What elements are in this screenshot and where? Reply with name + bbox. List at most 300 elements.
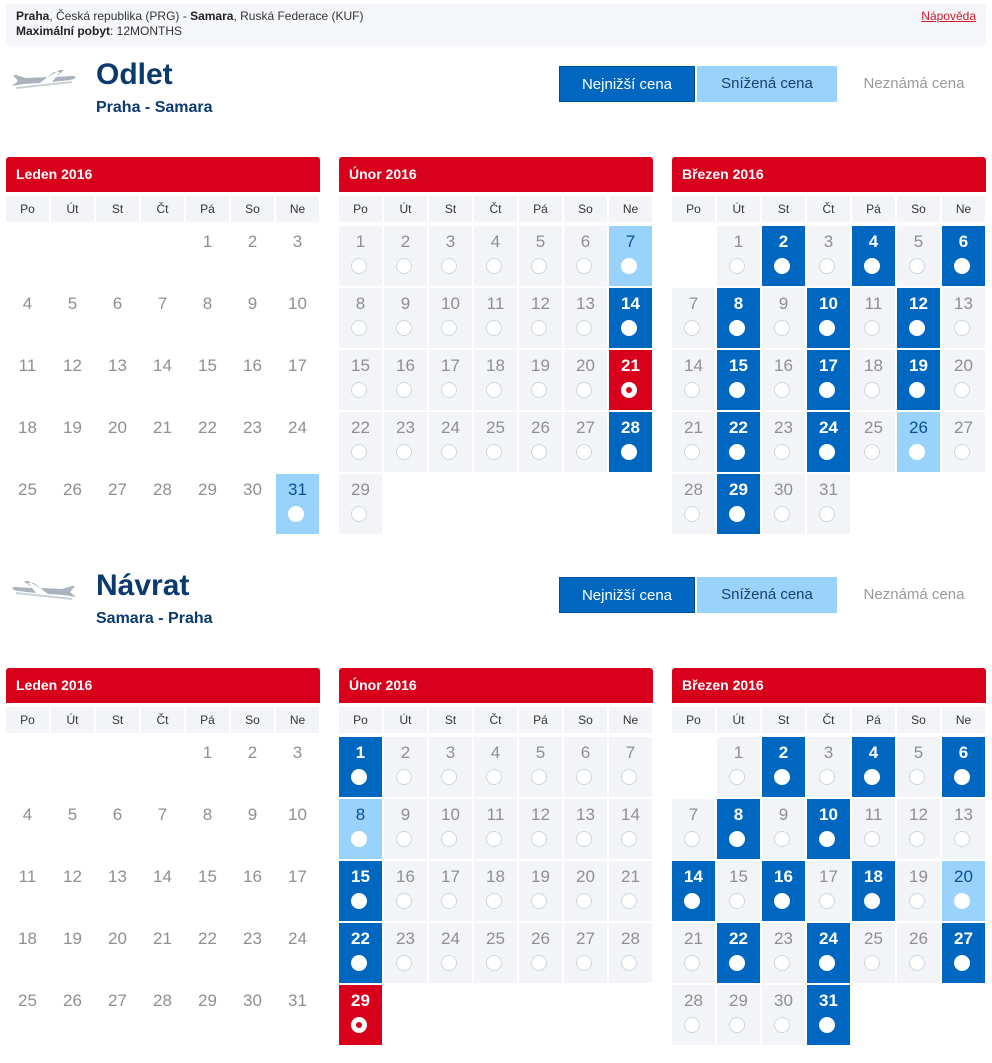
weekday-label: So <box>231 196 274 222</box>
day-cell-unknown-price[interactable] <box>672 799 715 859</box>
radio-icon[interactable] <box>909 769 925 785</box>
day-cell-unknown-price[interactable] <box>519 412 562 472</box>
day-number: 10 <box>819 805 838 824</box>
radio-icon[interactable] <box>864 955 880 971</box>
radio-icon[interactable] <box>621 955 637 971</box>
day-cell-unknown-price[interactable] <box>339 350 382 410</box>
radio-icon[interactable] <box>684 955 700 971</box>
day-cell-unknown-price[interactable] <box>807 861 850 921</box>
radio-icon[interactable] <box>621 444 637 460</box>
radio-icon[interactable] <box>486 444 502 460</box>
weekday-header-row <box>339 196 653 222</box>
radio-icon[interactable] <box>819 831 835 847</box>
day-cell-unknown-price[interactable] <box>384 226 427 286</box>
radio-icon[interactable] <box>774 831 790 847</box>
day-number: 17 <box>288 867 307 886</box>
radio-icon[interactable] <box>396 258 412 274</box>
day-cell-plain <box>231 350 274 410</box>
radio-icon[interactable] <box>774 320 790 336</box>
radio-icon[interactable] <box>486 769 502 785</box>
radio-icon[interactable] <box>621 769 637 785</box>
day-cell-unknown-price[interactable] <box>762 288 805 348</box>
radio-icon[interactable] <box>909 382 925 398</box>
day-number: 8 <box>355 805 366 824</box>
radio-selected-icon[interactable] <box>351 1017 367 1033</box>
day-cell-reduced-price[interactable] <box>897 412 940 472</box>
day-number: 16 <box>774 867 793 886</box>
day-cell-unknown-price[interactable] <box>384 923 427 983</box>
legend-lowest-price: Nejnižší cena <box>559 66 695 102</box>
radio-icon[interactable] <box>819 258 835 274</box>
day-number: 27 <box>954 418 973 437</box>
radio-icon[interactable] <box>954 258 970 274</box>
day-cell-unknown-price[interactable] <box>852 799 895 859</box>
radio-icon[interactable] <box>774 769 790 785</box>
weekday-label: Čt <box>141 196 184 222</box>
route-line <box>16 9 976 24</box>
radio-icon[interactable] <box>909 831 925 847</box>
day-cell-unknown-price[interactable] <box>429 226 472 286</box>
day-number: 12 <box>63 867 82 886</box>
day-cell-unknown-price[interactable] <box>807 474 850 534</box>
day-cell-unknown-price[interactable] <box>672 923 715 983</box>
radio-icon[interactable] <box>531 320 547 336</box>
day-cell-unknown-price[interactable] <box>942 412 985 472</box>
day-cell-lowest-price[interactable] <box>807 923 850 983</box>
radio-icon[interactable] <box>729 955 745 971</box>
day-cell-lowest-price[interactable] <box>762 861 805 921</box>
day-cell-unknown-price[interactable] <box>474 737 517 797</box>
radio-icon[interactable] <box>774 955 790 971</box>
radio-icon[interactable] <box>621 320 637 336</box>
radio-icon[interactable] <box>819 1017 835 1033</box>
day-cell-lowest-price[interactable] <box>717 412 760 472</box>
day-number: 28 <box>153 991 172 1010</box>
radio-icon[interactable] <box>954 769 970 785</box>
day-number: 18 <box>864 356 883 375</box>
day-cell-reduced-price[interactable] <box>942 861 985 921</box>
day-number: 9 <box>778 805 789 824</box>
radio-icon[interactable] <box>576 444 592 460</box>
day-number: 14 <box>153 356 172 375</box>
radio-icon[interactable] <box>576 258 592 274</box>
day-cell-reduced-price[interactable] <box>276 474 319 534</box>
day-cell-unknown-price[interactable] <box>519 923 562 983</box>
day-cell-unknown-price[interactable] <box>609 737 652 797</box>
day-cell-selected[interactable] <box>609 350 652 410</box>
day-cell-unknown-price[interactable] <box>762 474 805 534</box>
radio-icon[interactable] <box>954 955 970 971</box>
radio-icon[interactable] <box>576 831 592 847</box>
day-cell-unknown-price[interactable] <box>384 799 427 859</box>
day-cell-lowest-price[interactable] <box>609 288 652 348</box>
day-number: 19 <box>909 356 928 375</box>
day-number: 27 <box>954 929 973 948</box>
radio-icon[interactable] <box>684 1017 700 1033</box>
day-cell-plain <box>276 350 319 410</box>
day-cell-lowest-price[interactable] <box>762 737 805 797</box>
radio-icon[interactable] <box>531 382 547 398</box>
day-cell-lowest-price[interactable] <box>717 474 760 534</box>
day-cell-lowest-price[interactable] <box>807 985 850 1045</box>
radio-selected-icon[interactable] <box>621 382 637 398</box>
day-cell-lowest-price[interactable] <box>852 861 895 921</box>
day-cell-unknown-price[interactable] <box>519 350 562 410</box>
day-number: 14 <box>153 867 172 886</box>
day-cell-plain <box>186 474 229 534</box>
radio-icon[interactable] <box>729 893 745 909</box>
day-cell-lowest-price[interactable] <box>672 861 715 921</box>
radio-icon[interactable] <box>486 382 502 398</box>
day-cell-lowest-price[interactable] <box>897 350 940 410</box>
radio-icon[interactable] <box>621 258 637 274</box>
day-cell-plain <box>276 226 319 286</box>
weekday-label: Pá <box>852 707 895 733</box>
day-number: 13 <box>954 294 973 313</box>
day-cell-lowest-price[interactable] <box>762 226 805 286</box>
radio-icon[interactable] <box>684 444 700 460</box>
day-cell-unknown-price[interactable] <box>852 412 895 472</box>
radio-icon[interactable] <box>864 382 880 398</box>
day-cell-unknown-price[interactable] <box>519 737 562 797</box>
day-number: 1 <box>202 232 213 251</box>
weekday-label: Čt <box>141 707 184 733</box>
radio-icon[interactable] <box>351 320 367 336</box>
radio-icon[interactable] <box>729 506 745 522</box>
radio-icon[interactable] <box>864 444 880 460</box>
day-number: 12 <box>909 294 928 313</box>
radio-icon[interactable] <box>441 258 457 274</box>
day-cell-unknown-price[interactable] <box>564 288 607 348</box>
day-number: 9 <box>400 294 411 313</box>
day-cell-unknown-price[interactable] <box>429 861 472 921</box>
day-cell-lowest-price[interactable] <box>897 288 940 348</box>
day-cell-unknown-price[interactable] <box>474 412 517 472</box>
radio-icon[interactable] <box>684 506 700 522</box>
day-cell-unknown-price[interactable] <box>474 923 517 983</box>
radio-icon[interactable] <box>909 444 925 460</box>
radio-icon[interactable] <box>954 382 970 398</box>
day-cell-unknown-price[interactable] <box>762 923 805 983</box>
radio-icon[interactable] <box>774 893 790 909</box>
day-number: 17 <box>441 356 460 375</box>
radio-icon[interactable] <box>621 893 637 909</box>
radio-icon[interactable] <box>909 893 925 909</box>
radio-icon[interactable] <box>531 831 547 847</box>
radio-icon[interactable] <box>819 506 835 522</box>
radio-icon[interactable] <box>351 382 367 398</box>
day-cell-unknown-price[interactable] <box>429 350 472 410</box>
day-cell-unknown-price[interactable] <box>672 350 715 410</box>
day-cell-unknown-price[interactable] <box>807 737 850 797</box>
day-cell-unknown-price[interactable] <box>807 226 850 286</box>
day-cell-unknown-price[interactable] <box>429 923 472 983</box>
radio-icon[interactable] <box>774 1017 790 1033</box>
day-cell-unknown-price[interactable] <box>609 923 652 983</box>
day-cell-lowest-price[interactable] <box>942 737 985 797</box>
day-grid <box>6 226 320 534</box>
day-cell-unknown-price[interactable] <box>474 288 517 348</box>
radio-icon[interactable] <box>441 320 457 336</box>
radio-icon[interactable] <box>864 769 880 785</box>
day-cell-lowest-price[interactable] <box>339 737 382 797</box>
radio-icon[interactable] <box>396 320 412 336</box>
weekday-label: Pá <box>519 196 562 222</box>
day-cell-lowest-price[interactable] <box>339 861 382 921</box>
radio-icon[interactable] <box>729 258 745 274</box>
radio-icon[interactable] <box>351 444 367 460</box>
day-number: 1 <box>355 743 366 762</box>
radio-icon[interactable] <box>684 382 700 398</box>
radio-icon[interactable] <box>576 769 592 785</box>
day-cell-unknown-price[interactable] <box>852 288 895 348</box>
radio-icon[interactable] <box>396 382 412 398</box>
day-cell-unknown-price[interactable] <box>564 412 607 472</box>
radio-icon[interactable] <box>684 831 700 847</box>
day-cell-unknown-price[interactable] <box>564 861 607 921</box>
radio-icon[interactable] <box>819 893 835 909</box>
day-cell-unknown-price[interactable] <box>339 226 382 286</box>
day-cell-unknown-price[interactable] <box>897 226 940 286</box>
day-cell-lowest-price[interactable] <box>717 288 760 348</box>
day-cell-unknown-price[interactable] <box>609 799 652 859</box>
day-number: 30 <box>774 991 793 1010</box>
day-cell-unknown-price[interactable] <box>942 350 985 410</box>
radio-icon[interactable] <box>729 831 745 847</box>
day-cell-plain <box>6 861 49 921</box>
radio-icon[interactable] <box>441 444 457 460</box>
radio-icon[interactable] <box>351 831 367 847</box>
day-cell-unknown-price[interactable] <box>762 350 805 410</box>
radio-icon[interactable] <box>819 955 835 971</box>
day-cell-lowest-price[interactable] <box>807 799 850 859</box>
radio-icon[interactable] <box>351 506 367 522</box>
day-cell-unknown-price[interactable] <box>429 412 472 472</box>
day-cell-unknown-price[interactable] <box>672 474 715 534</box>
radio-icon[interactable] <box>396 955 412 971</box>
day-cell-unknown-price[interactable] <box>717 226 760 286</box>
radio-icon[interactable] <box>351 955 367 971</box>
radio-icon[interactable] <box>729 1017 745 1033</box>
radio-icon[interactable] <box>774 258 790 274</box>
day-cell-unknown-price[interactable] <box>564 923 607 983</box>
day-number: 11 <box>864 805 883 824</box>
radio-icon[interactable] <box>396 444 412 460</box>
day-cell-unknown-price[interactable] <box>429 288 472 348</box>
radio-icon[interactable] <box>684 320 700 336</box>
day-cell-lowest-price[interactable] <box>717 923 760 983</box>
return-route: Samara - Praha <box>96 610 213 627</box>
radio-icon[interactable] <box>531 444 547 460</box>
day-cell-unknown-price[interactable] <box>384 288 427 348</box>
day-number: 2 <box>247 743 258 762</box>
day-cell-plain <box>276 985 319 1045</box>
radio-icon[interactable] <box>576 382 592 398</box>
radio-icon[interactable] <box>864 320 880 336</box>
radio-icon[interactable] <box>774 506 790 522</box>
radio-icon[interactable] <box>441 831 457 847</box>
radio-icon[interactable] <box>486 831 502 847</box>
day-number: 4 <box>490 743 501 762</box>
radio-icon[interactable] <box>864 258 880 274</box>
day-cell-unknown-price[interactable] <box>474 799 517 859</box>
day-cell-unknown-price[interactable] <box>897 799 940 859</box>
radio-icon[interactable] <box>531 769 547 785</box>
day-cell-unknown-price[interactable] <box>609 861 652 921</box>
radio-icon[interactable] <box>288 506 304 522</box>
day-cell-unknown-price[interactable] <box>564 799 607 859</box>
weekday-label: So <box>897 707 940 733</box>
day-cell-lowest-price[interactable] <box>942 226 985 286</box>
day-cell-lowest-price[interactable] <box>717 799 760 859</box>
day-cell-unknown-price[interactable] <box>519 288 562 348</box>
day-number: 29 <box>198 991 217 1010</box>
radio-icon[interactable] <box>729 769 745 785</box>
radio-icon[interactable] <box>729 320 745 336</box>
radio-icon[interactable] <box>441 955 457 971</box>
day-number: 23 <box>243 418 262 437</box>
day-cell-unknown-price[interactable] <box>672 985 715 1045</box>
day-number: 14 <box>684 356 703 375</box>
radio-icon[interactable] <box>441 382 457 398</box>
radio-icon[interactable] <box>486 893 502 909</box>
radio-icon[interactable] <box>954 320 970 336</box>
radio-icon[interactable] <box>729 382 745 398</box>
radio-icon[interactable] <box>441 893 457 909</box>
day-cell-unknown-price[interactable] <box>897 861 940 921</box>
radio-icon[interactable] <box>819 320 835 336</box>
radio-icon[interactable] <box>486 955 502 971</box>
day-cell-unknown-price[interactable] <box>429 799 472 859</box>
day-cell-lowest-price[interactable] <box>942 923 985 983</box>
radio-icon[interactable] <box>774 444 790 460</box>
radio-icon[interactable] <box>531 955 547 971</box>
day-cell-unknown-price[interactable] <box>339 474 382 534</box>
radio-icon[interactable] <box>909 320 925 336</box>
radio-icon[interactable] <box>576 320 592 336</box>
radio-icon[interactable] <box>774 382 790 398</box>
radio-icon[interactable] <box>909 258 925 274</box>
day-cell-lowest-price[interactable] <box>852 226 895 286</box>
radio-icon[interactable] <box>684 893 700 909</box>
day-cell-unknown-price[interactable] <box>717 861 760 921</box>
day-cell-unknown-price[interactable] <box>897 923 940 983</box>
day-cell-unknown-price[interactable] <box>429 737 472 797</box>
radio-icon[interactable] <box>486 320 502 336</box>
day-cell-unknown-price[interactable] <box>474 226 517 286</box>
day-cell-plain <box>276 923 319 983</box>
day-cell-unknown-price[interactable] <box>519 861 562 921</box>
day-number: 30 <box>774 480 793 499</box>
day-cell-unknown-price[interactable] <box>339 288 382 348</box>
radio-icon[interactable] <box>531 893 547 909</box>
weekday-header-row <box>672 196 986 222</box>
radio-icon[interactable] <box>864 831 880 847</box>
radio-icon[interactable] <box>954 444 970 460</box>
day-cell-unknown-price[interactable] <box>852 350 895 410</box>
radio-icon[interactable] <box>531 258 547 274</box>
radio-icon[interactable] <box>819 769 835 785</box>
radio-icon[interactable] <box>396 893 412 909</box>
day-cell-unknown-price[interactable] <box>672 412 715 472</box>
radio-icon[interactable] <box>351 769 367 785</box>
day-cell-unknown-price[interactable] <box>942 288 985 348</box>
day-cell-plain <box>141 861 184 921</box>
day-cell-unknown-price[interactable] <box>897 737 940 797</box>
radio-icon[interactable] <box>576 893 592 909</box>
day-cell-unknown-price[interactable] <box>474 861 517 921</box>
day-cell-unknown-price[interactable] <box>717 985 760 1045</box>
day-number: 4 <box>22 294 33 313</box>
radio-icon[interactable] <box>864 893 880 909</box>
day-cell-unknown-price[interactable] <box>384 350 427 410</box>
weekday-label: Ne <box>942 196 985 222</box>
day-cell-unknown-price[interactable] <box>519 226 562 286</box>
day-cell-unknown-price[interactable] <box>564 226 607 286</box>
day-number: 26 <box>909 929 928 948</box>
day-cell-lowest-price[interactable] <box>807 412 850 472</box>
day-number: 25 <box>486 929 505 948</box>
day-number: 5 <box>913 232 924 251</box>
day-number: 29 <box>351 480 370 499</box>
day-cell-selected[interactable] <box>339 985 382 1045</box>
radio-icon[interactable] <box>909 955 925 971</box>
day-cell-reduced-price[interactable] <box>609 226 652 286</box>
help-link[interactable]: Nápověda <box>921 9 976 23</box>
radio-icon[interactable] <box>396 769 412 785</box>
weekday-label: Pá <box>186 196 229 222</box>
radio-icon[interactable] <box>351 258 367 274</box>
day-cell-unknown-price[interactable] <box>564 350 607 410</box>
day-cell-unknown-price[interactable] <box>762 799 805 859</box>
day-cell-lowest-price[interactable] <box>339 923 382 983</box>
radio-icon[interactable] <box>351 893 367 909</box>
day-cell-lowest-price[interactable] <box>609 412 652 472</box>
radio-icon[interactable] <box>396 831 412 847</box>
day-cell-unknown-price[interactable] <box>672 288 715 348</box>
radio-icon[interactable] <box>819 382 835 398</box>
day-cell-lowest-price[interactable] <box>807 350 850 410</box>
day-cell-unknown-price[interactable] <box>942 799 985 859</box>
day-cell-lowest-price[interactable] <box>807 288 850 348</box>
day-cell-unknown-price[interactable] <box>762 985 805 1045</box>
radio-icon[interactable] <box>576 955 592 971</box>
day-cell-reduced-price[interactable] <box>339 799 382 859</box>
day-cell-unknown-price[interactable] <box>474 350 517 410</box>
day-cell-unknown-price[interactable] <box>564 737 607 797</box>
radio-icon[interactable] <box>729 444 745 460</box>
day-cell-plain <box>186 226 229 286</box>
day-cell-unknown-price[interactable] <box>339 412 382 472</box>
radio-icon[interactable] <box>954 831 970 847</box>
day-number: 4 <box>868 232 879 251</box>
day-number: 7 <box>625 232 636 251</box>
day-cell-unknown-price[interactable] <box>384 737 427 797</box>
radio-icon[interactable] <box>954 893 970 909</box>
day-cell-lowest-price[interactable] <box>717 350 760 410</box>
day-cell-unknown-price[interactable] <box>852 923 895 983</box>
day-cell-unknown-price[interactable] <box>384 412 427 472</box>
day-cell-unknown-price[interactable] <box>384 861 427 921</box>
radio-icon[interactable] <box>486 258 502 274</box>
day-cell-unknown-price[interactable] <box>762 412 805 472</box>
day-cell-unknown-price[interactable] <box>717 737 760 797</box>
radio-icon[interactable] <box>819 444 835 460</box>
radio-icon[interactable] <box>441 769 457 785</box>
radio-icon[interactable] <box>621 831 637 847</box>
day-cell-unknown-price[interactable] <box>519 799 562 859</box>
day-cell-lowest-price[interactable] <box>852 737 895 797</box>
